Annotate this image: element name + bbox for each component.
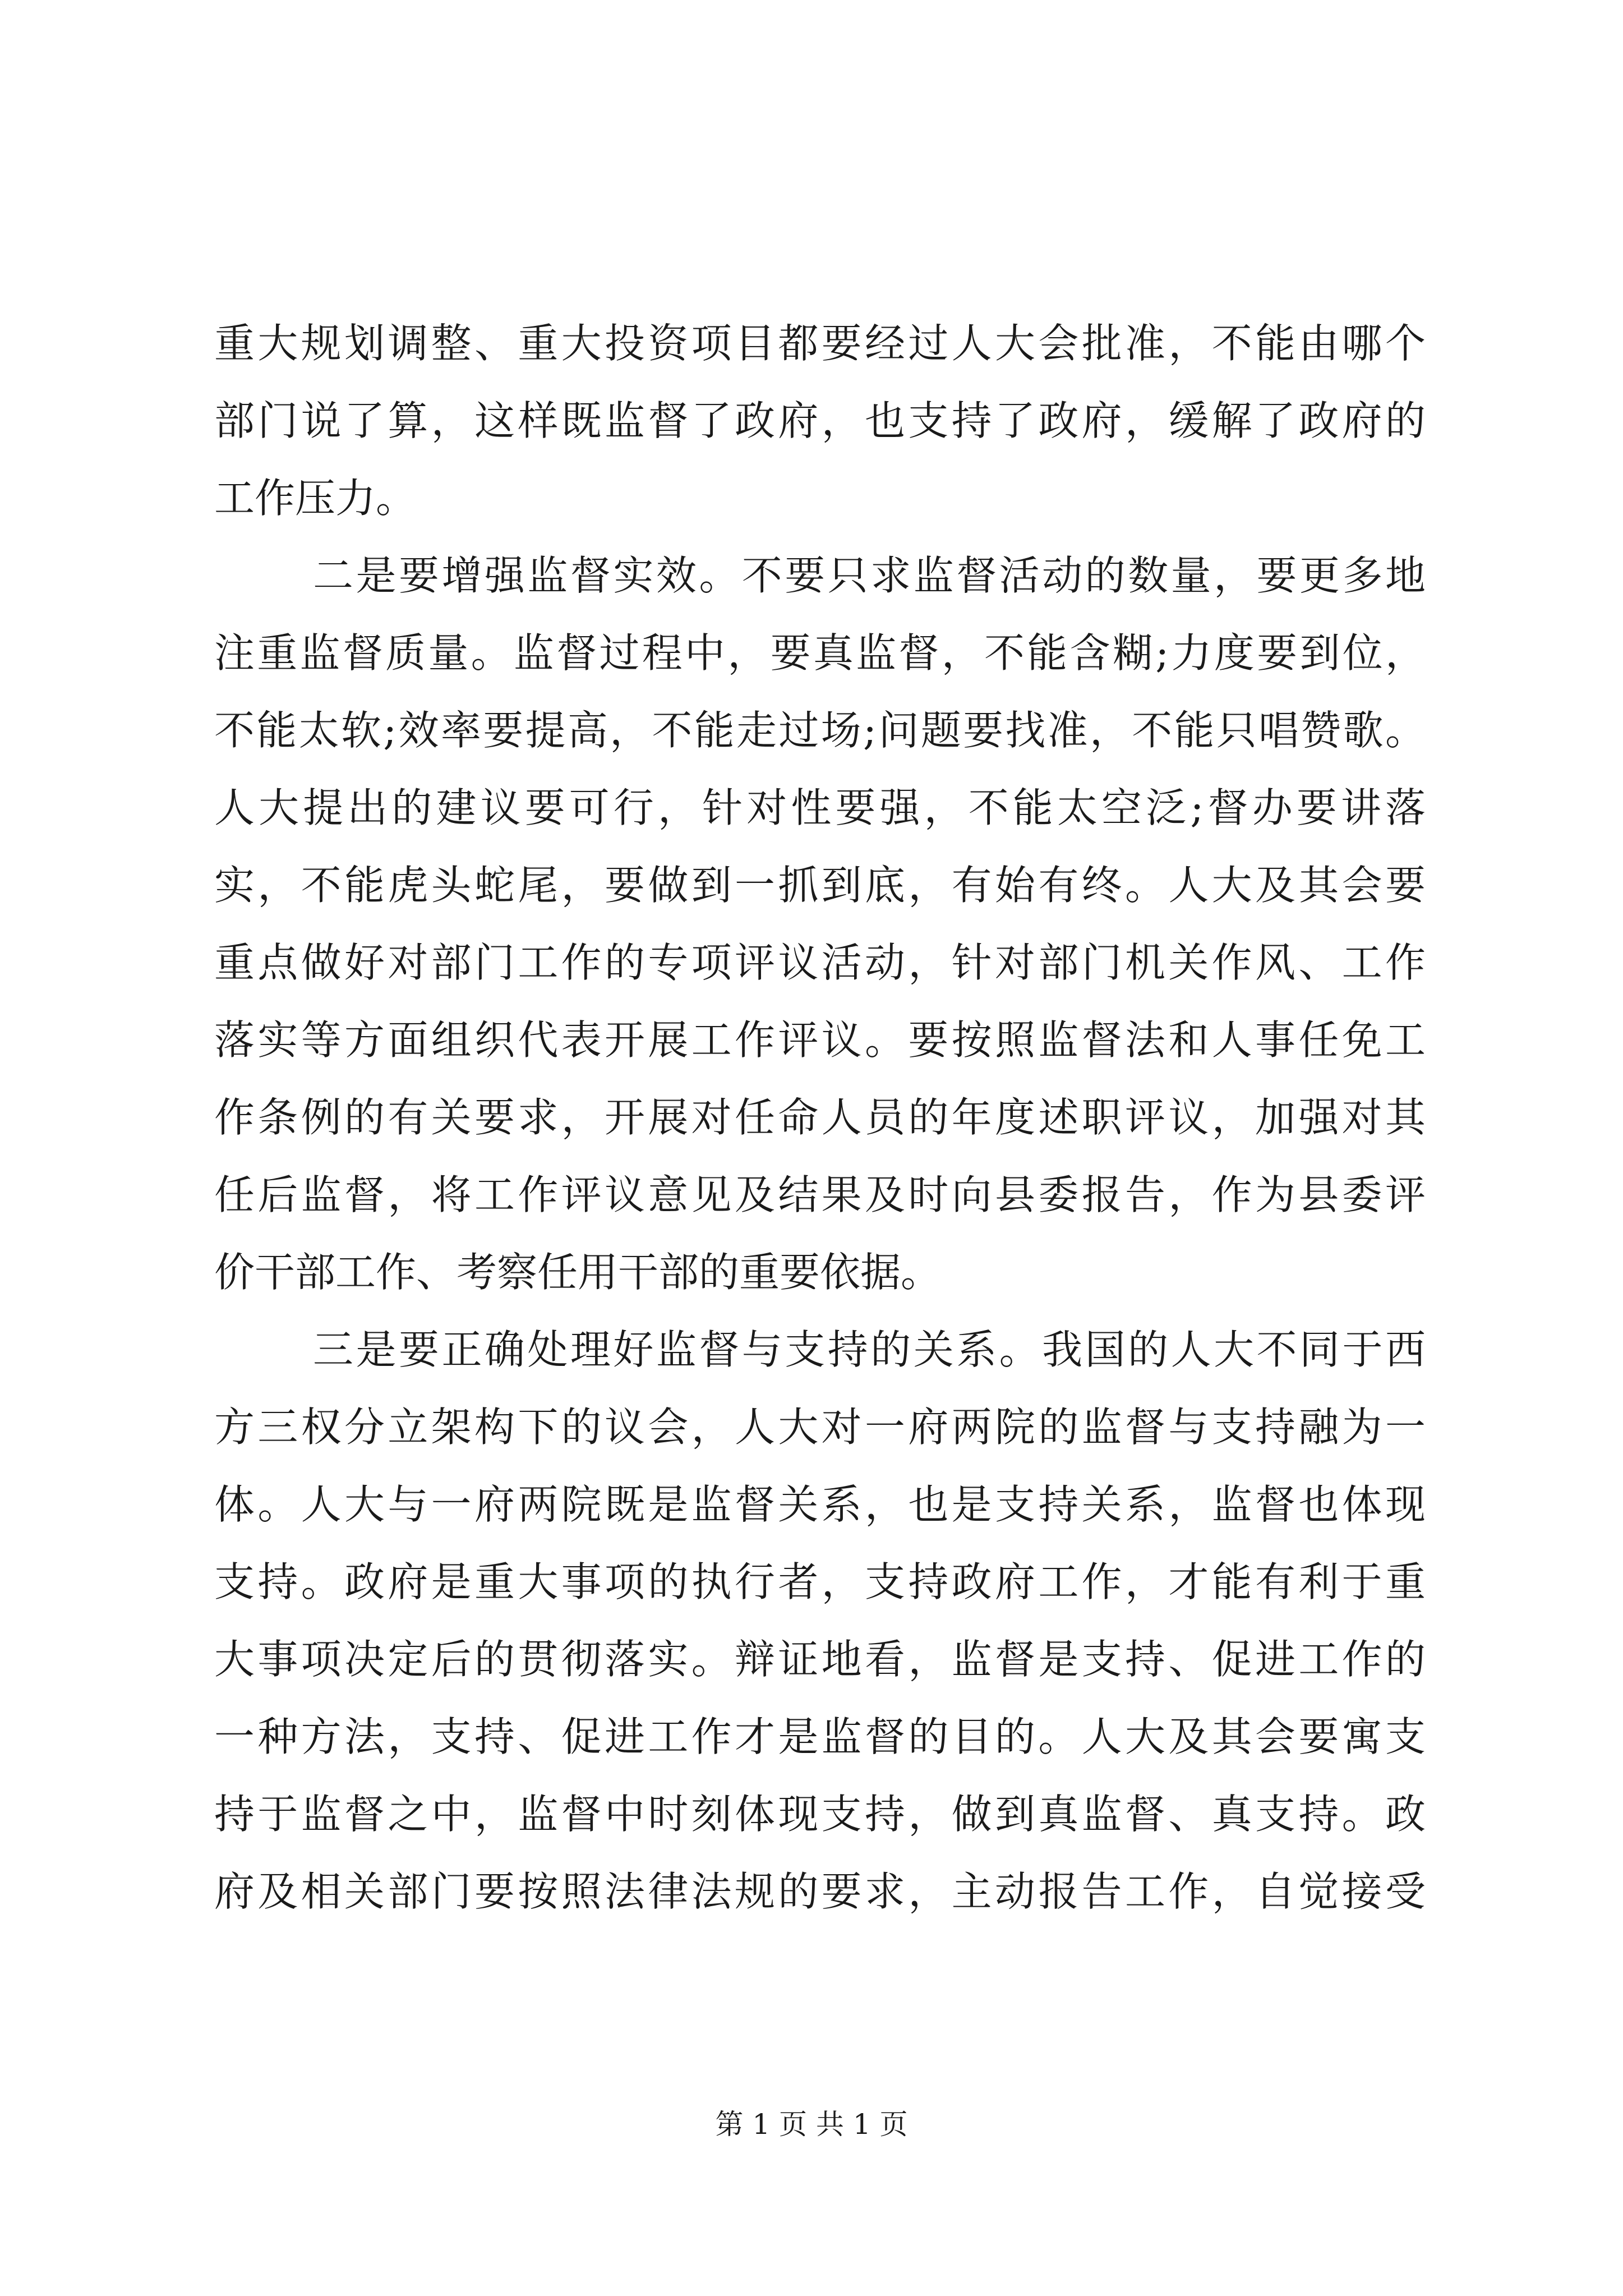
- text-line: 持于监督之中，监督中时刻体现支持，做到真监督、真支持。政: [214, 1791, 1426, 1838]
- text-line: 作条例的有关要求，开展对任命人员的年度述职评议，加强对其: [214, 1094, 1426, 1141]
- text-line: 部门说了算，这样既监督了政府，也支持了政府，缓解了政府的: [214, 397, 1426, 444]
- text-line: 一种方法，支持、促进工作才是监督的目的。人大及其会要寓支: [214, 1713, 1426, 1760]
- text-line: 方三权分立架构下的议会，人大对一府两院的监督与支持融为一: [214, 1404, 1426, 1451]
- text-line: 府及相关部门要按照法律法规的要求，主动报告工作，自觉接受: [214, 1868, 1426, 1915]
- text-line: 落实等方面组织代表开展工作评议。要按照监督法和人事任免工: [214, 1016, 1426, 1064]
- paragraph-2: [214, 537, 1426, 1311]
- body-text: [214, 305, 1426, 1930]
- text-line: 体。人大与一府两院既是监督关系，也是支持关系，监督也体现: [214, 1481, 1426, 1528]
- text-line: 实，不能虎头蛇尾，要做到一抓到底，有始有终。人大及其会要: [214, 862, 1426, 909]
- text-line: 注重监督质量。监督过程中，要真监督，不能含糊;力度要到位，: [214, 629, 1426, 677]
- text-line: 大事项决定后的贯彻落实。辩证地看，监督是支持、促进工作的: [214, 1636, 1426, 1683]
- text-line: 任后监督，将工作评议意见及结果及时向县委报告，作为县委评: [214, 1171, 1426, 1218]
- text-line: 重点做好对部门工作的专项评议活动，针对部门机关作风、工作: [214, 939, 1426, 986]
- text-line: 二是要增强监督实效。不要只求监督活动的数量，要更多地: [313, 552, 1426, 599]
- text-line: 人大提出的建议要可行，针对性要强，不能太空泛;督办要讲落: [214, 784, 1426, 831]
- text-line: 不能太软;效率要提高，不能走过场;问题要找准，不能只唱赞歌。: [214, 707, 1426, 754]
- text-line: 支持。政府是重大事项的执行者，支持政府工作，才能有利于重: [214, 1558, 1426, 1605]
- text-line: 三是要正确处理好监督与支持的关系。我国的人大不同于西: [313, 1326, 1426, 1373]
- text-line: 价干部工作、考察任用干部的重要依据。: [214, 1249, 942, 1296]
- text-line: 重大规划调整、重大投资项目都要经过人大会批准，不能由哪个: [214, 320, 1426, 367]
- paragraph-1: [214, 305, 1426, 537]
- page-footer: 第 1 页 共 1 页: [715, 2108, 908, 2141]
- text-line: 工作压力。: [214, 475, 417, 522]
- paragraph-3: [214, 1311, 1426, 1930]
